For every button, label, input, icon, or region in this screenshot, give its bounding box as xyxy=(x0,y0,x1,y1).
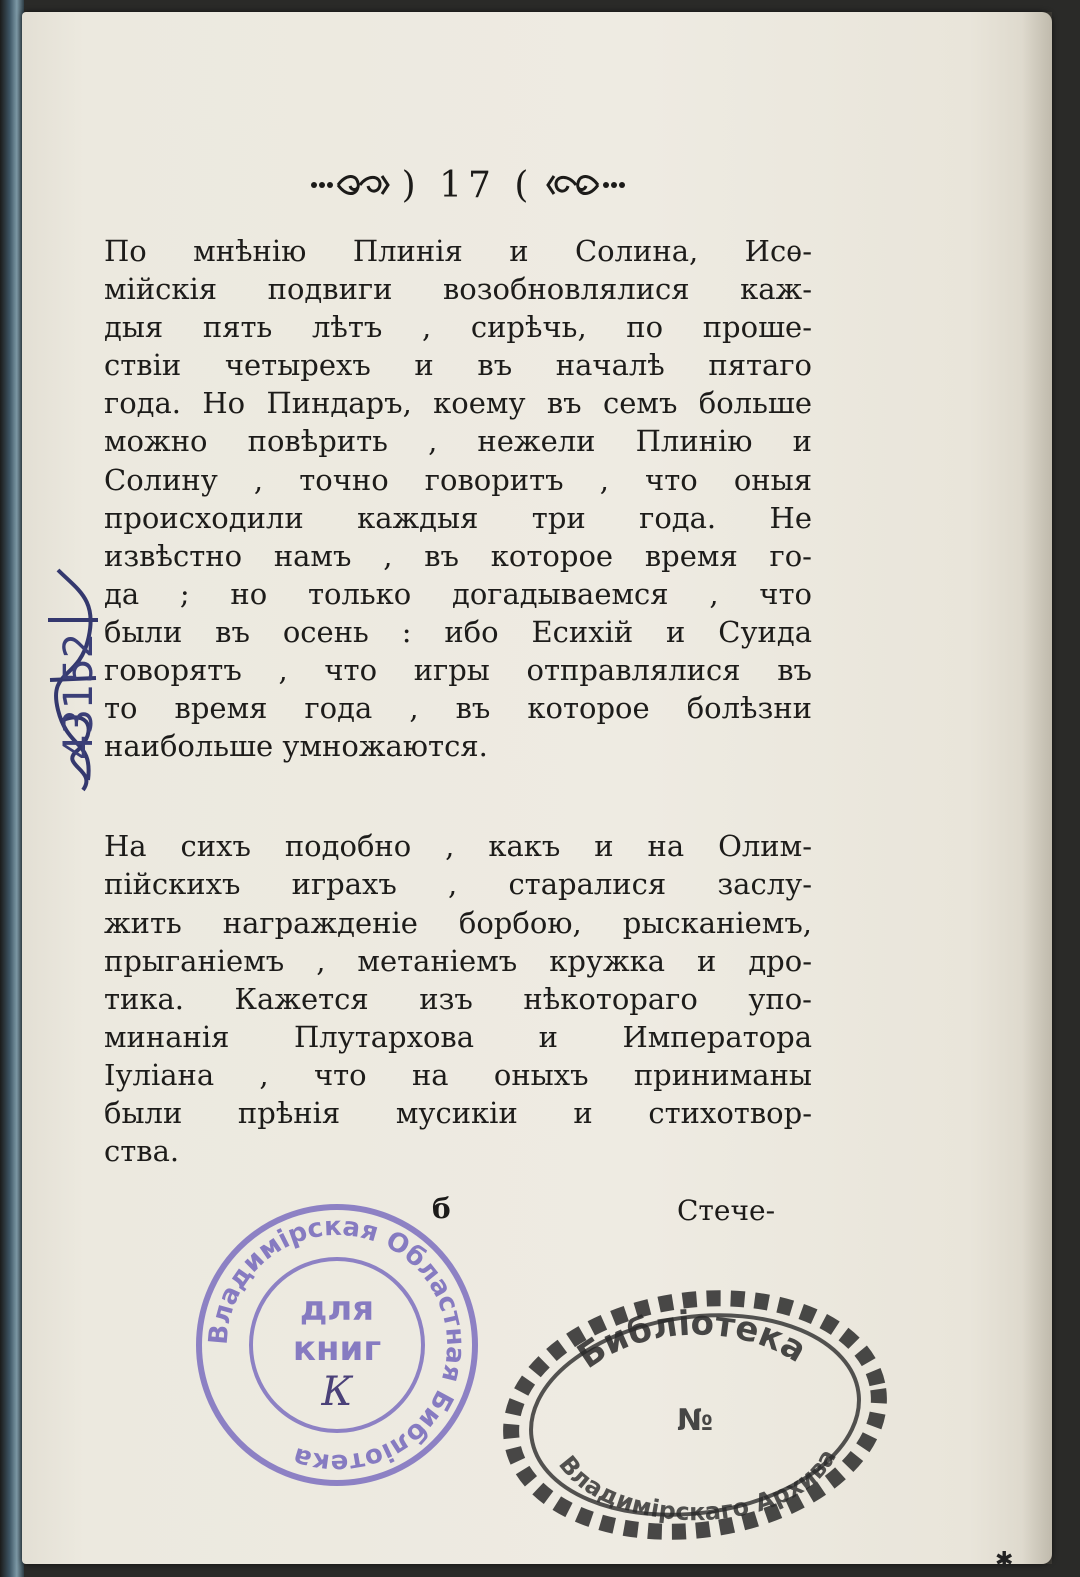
signature-mark: б xyxy=(432,1192,451,1225)
corner-mark-icon: ✱ xyxy=(995,1548,1014,1573)
page-edge-shadow xyxy=(1022,12,1052,1564)
round-library-stamp xyxy=(192,1200,482,1490)
text-line: По мнѣнію Плинія и Солина, Исѳ- xyxy=(104,234,812,268)
text-line: Солину , точно говоритъ , что оныя xyxy=(104,462,812,497)
text-line: наибольше умножаются. xyxy=(104,729,488,764)
gear-stamp-middle-text: № xyxy=(676,1403,714,1438)
catchword: Стече- xyxy=(677,1194,776,1227)
text-line: минанія Плутархова и Императора xyxy=(104,1019,812,1054)
text-line: дыя пять лѣтъ , сирѣчь, по проше- xyxy=(104,310,812,345)
text-line: были въ осень : ибо Есихій и Суида xyxy=(104,614,812,649)
text-line: пійскихъ играхъ , старалися заслу- xyxy=(104,867,812,902)
text-line: года. Но Пиндаръ, коему въ семъ больше xyxy=(104,386,812,421)
paragraph-2 xyxy=(104,827,812,1170)
stamp-ring-text: Владимірская Областная Библіотека xyxy=(203,1211,471,1479)
shelfmark-number: 43152 xyxy=(56,632,102,760)
running-head xyxy=(298,160,638,210)
text-line: ства. xyxy=(104,1134,180,1169)
text-line: На сихъ подобно , какъ и на Олим- xyxy=(104,829,812,864)
text-line: Іуліана , что на оныхъ приниманы xyxy=(104,1057,812,1092)
text-line: происходили каждыя три года. Не xyxy=(104,500,812,535)
text-line: ствіи четырехъ и въ началѣ пятаго xyxy=(104,348,812,383)
right-ornament-icon xyxy=(544,170,628,200)
text-line: жить награжденіе борбою, рысканіемъ, xyxy=(104,905,812,940)
text-line: были прѣнія мусикіи и стихотвор- xyxy=(104,1095,812,1130)
text-line: прыганіемъ , метаніемъ кружка и дро- xyxy=(104,943,812,978)
book-spine xyxy=(0,0,24,1577)
stamp-center-line-2: книг xyxy=(292,1329,382,1369)
text-line: извѣстно намъ , въ которое время го- xyxy=(104,538,812,573)
text-line: мійскія подвиги возобновлялися каж- xyxy=(104,272,812,307)
gear-stamp-top-text: Библіотека xyxy=(570,1303,814,1377)
text-line: да ; но только догадываемся , что xyxy=(104,576,812,611)
left-ornament-icon xyxy=(308,170,392,200)
text-line: можно повѣрить , нежели Плинію и xyxy=(104,424,812,459)
gear-archive-stamp xyxy=(500,1290,890,1540)
text-line: тика. Кажется изъ нѣкотораго упо- xyxy=(104,981,812,1016)
stamp-center-line-3: К xyxy=(321,1369,353,1415)
paragraph-1 xyxy=(104,232,812,765)
text-line: то время года , въ которое болѣзни xyxy=(104,691,812,726)
page-number: ) 17 ( xyxy=(401,164,535,206)
gear-stamp-bottom-text: Владимірскаго Архива xyxy=(553,1444,842,1527)
paragraph-gap xyxy=(104,765,812,827)
body-text xyxy=(104,232,812,1170)
stamp-center-line-1: для xyxy=(299,1289,375,1329)
text-line: говорятъ , что игры отправлялися въ xyxy=(104,653,812,688)
